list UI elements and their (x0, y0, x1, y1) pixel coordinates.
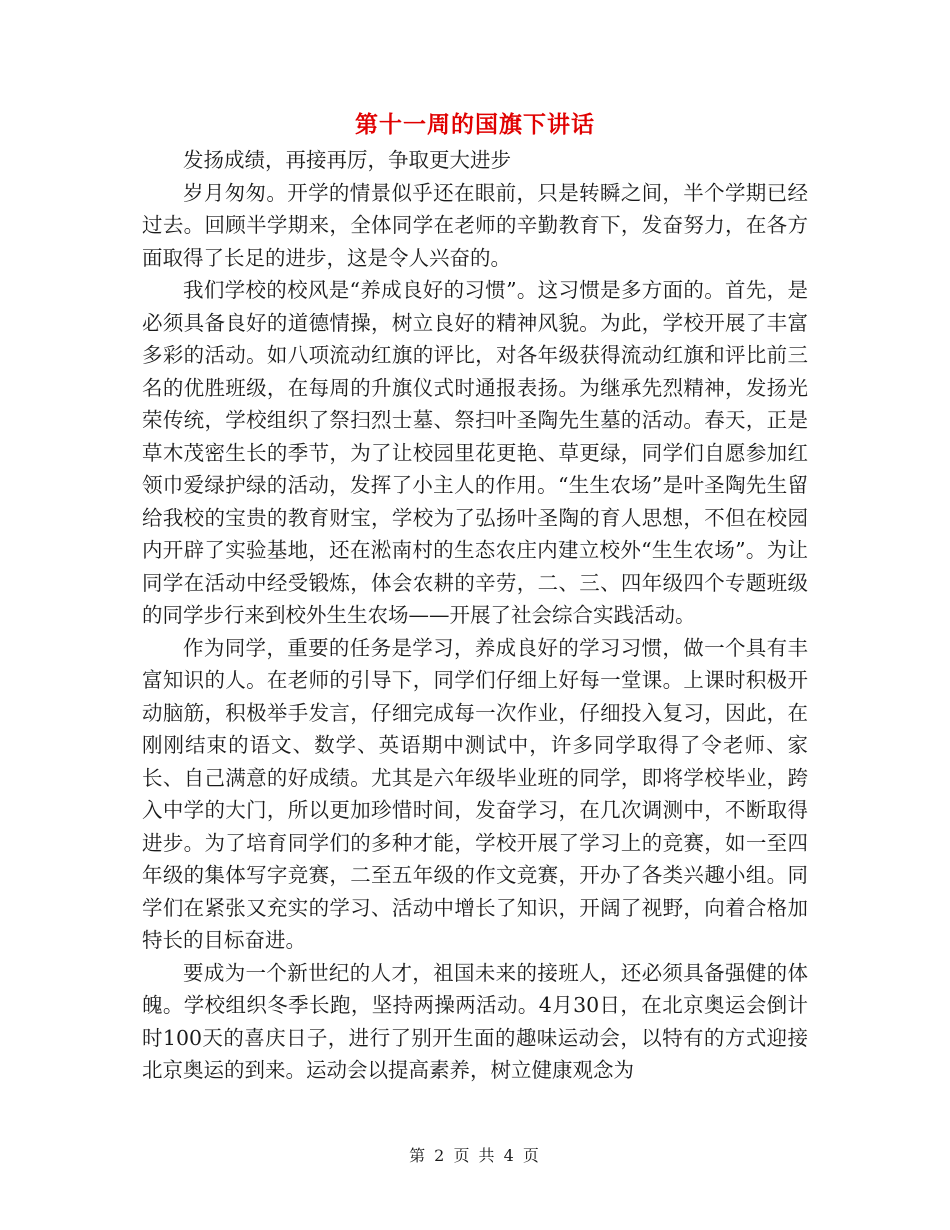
body-paragraph: 作为同学，重要的任务是学习，养成良好的学习习惯，做一个具有丰富知识的人。在老师的引导下，同学们仔细上好每一堂课。上课时积极开动脑筋，积极举手发言，仔细完成每一次作业，仔细投入复习，因此，在刚刚结束的语文、数学、英语期中测试中，许多同学取得了令老师、家长、自己满意的好成绩。尤其是六年级毕业班的同学，即将学校毕业，跨入中学的大门，所以更加珍惜时间，发奋学习，在几次调测中，不断取得进步。为了培育同学们的多种才能，学校开展了学习上的竞赛，如一至四年级的集体写字竞赛，二至五年级的作文竞赛，开办了各类兴趣小组。同学们在紧张又充实的学习、活动中增长了知识，开阔了视野，向着合格加特长的目标奋进。 (142, 635, 808, 952)
body-paragraph: 我们学校的校风是“养成良好的习惯”。这习惯是多方面的。首先，是必须具备良好的道德情操，树立良好的精神风貌。为此，学校开展了丰富多彩的活动。如八项流动红旗的评比，对各年级获得流动红旗和评比前三名的优胜班级，在每周的升旗仪式时通报表扬。为继承先烈精神，发扬光荣传统，学校组织了祭扫烈士墓、祭扫叶圣陶先生墓的活动。春天，正是草木茂密生长的季节，为了让校园里花更艳、草更绿，同学们自愿参加红领巾爱绿护绿的活动，发挥了小主人的作用。“生生农场”是叶圣陶先生留给我校的宝贵的教育财宝，学校为了弘扬叶圣陶的育人思想，不但在校园内开辟了实验基地，还在淞南村的生态农庄内建立校外“生生农场”。为让同学在活动中经受锻炼，体会农耕的辛劳，二、三、四年级四个专题班级的同学步行来到校外生生农场——开展了社会综合实践活动。 (142, 278, 808, 627)
page-footer: 第 2 页 共 4 页 (409, 1146, 541, 1165)
subtitle-paragraph: 发扬成绩，再接再厉，争取更大进步 (183, 148, 511, 172)
page-title: 第十一周的国旗下讲话 (355, 111, 595, 138)
body-paragraph: 要成为一个新世纪的人才，祖国未来的接班人，还必须具备强健的体魄。学校组织冬季长跑，坚持两操两活动。4月30日，在北京奥运会倒计时100天的喜庆日子，进行了别开生面的趣味运动会，以特有的方式迎接北京奥运的到来。运动会以提高素养，树立健康观念为 (142, 960, 808, 1082)
document-body (142, 144, 808, 1087)
body-paragraph: 岁月匆匆。开学的情景似乎还在眼前，只是转瞬之间，半个学期已经过去。回顾半学期来，全体同学在老师的辛勤教育下，发奋努力，在各方面取得了长足的进步，这是令人兴奋的。 (142, 180, 808, 270)
